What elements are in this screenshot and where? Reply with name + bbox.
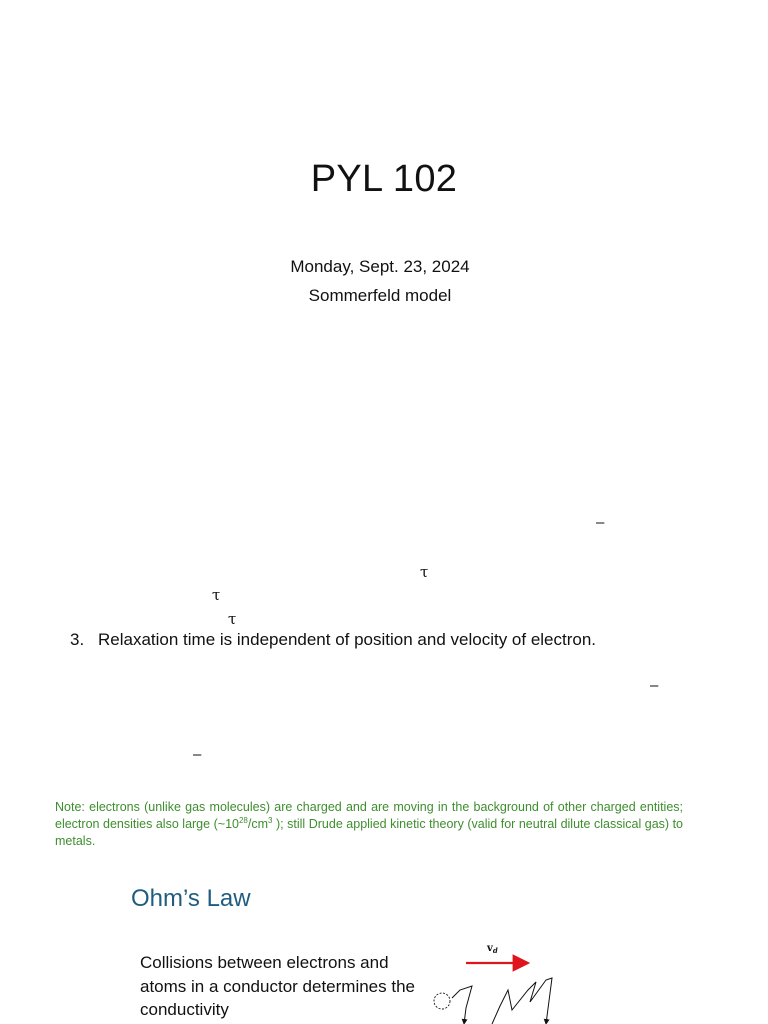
tau-symbol: τ xyxy=(228,610,237,628)
electron-collision-figure xyxy=(428,938,568,1024)
electron-path xyxy=(492,978,552,1024)
note-text-mid: /cm xyxy=(247,817,269,831)
ohms-law-description: Collisions between electrons and atoms in a conductor determines the conductivity xyxy=(140,953,415,1019)
slide-date: Monday, Sept. 23, 2024 xyxy=(290,257,470,276)
slide-subtitle: Sommerfeld model xyxy=(308,286,452,305)
drift-velocity-label: $v_d$ xyxy=(487,943,498,955)
tau-symbol: τ xyxy=(420,563,429,581)
list-item-text: Relaxation time is independent of position and velocity of electron. xyxy=(98,630,597,649)
note-exponent: 3 xyxy=(268,815,273,825)
tau-symbol: τ xyxy=(212,586,221,604)
list-item-number: 3. xyxy=(70,630,85,649)
note-text xyxy=(55,799,683,850)
dash-symbol: – xyxy=(193,746,202,763)
dash-symbol: – xyxy=(596,514,605,531)
dash-symbol: – xyxy=(650,677,659,694)
slide-title: PYL 102 xyxy=(310,158,458,200)
electron-path xyxy=(452,986,472,1024)
note-text-start: Note: electrons (unlike gas molecules) are charged and are moving in the background of other charged entities; electron densities also large (~10 xyxy=(55,800,683,831)
section-heading: Ohm’s Law xyxy=(131,885,251,912)
note-text-end: ); still Drude applied kinetic theory (valid for neutral dilute classical gas) to metals. xyxy=(55,817,683,848)
note-exponent: 28 xyxy=(238,815,248,825)
atom-circle xyxy=(434,993,450,1009)
list-item xyxy=(70,630,596,650)
